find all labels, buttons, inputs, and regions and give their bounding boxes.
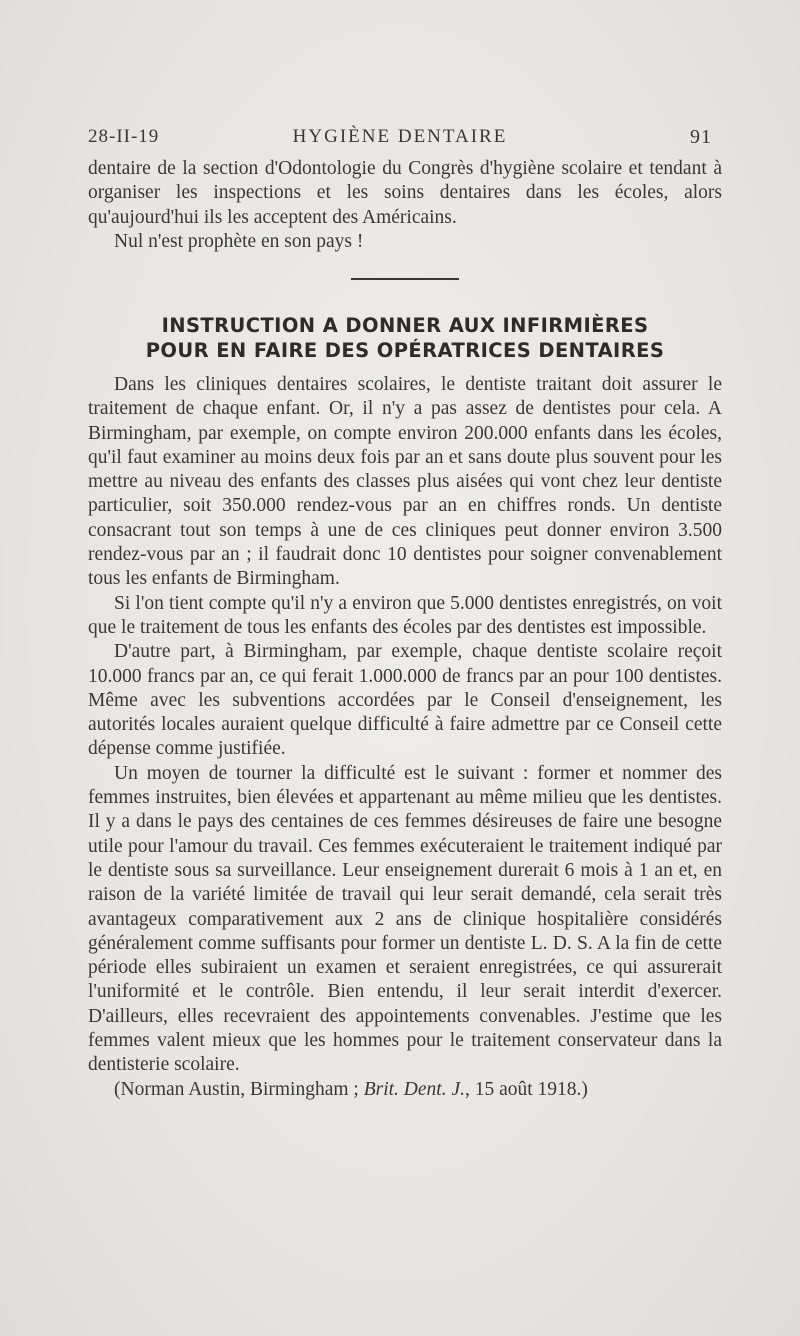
- page-number: 91: [690, 126, 712, 148]
- article-title-line-2: POUR EN FAIRE DES OPÉRATRICES DENTAIRES: [145, 339, 665, 362]
- header-date: 28-II-19: [88, 126, 160, 147]
- running-header: [88, 126, 712, 156]
- section-divider: [351, 278, 459, 280]
- article-paragraph-4: Un moyen de tourner la difficulté est le suivant : former et nommer des femmes instruites, bien élevées et appartenant au même milieu que les dentistes. Il y a dans le pays des centaines de ces femmes désireuses de faire une besogne utile pour l'amour du travail. Ces femmes exécuteraient le traitement indiqué par le dentiste sous sa surveillance. Leur enseignement durerait 6 mois à 1 an et, en raison de la variété limitée de travail qui leur serait demandé, cela serait très avantageux comparativement aux 2 ans de clinique hospitalière considérés généralement comme suffisants pour former un dentiste L. D. S. A la fin de cette période elles subiraient un examen et seraient enregistrées, ce qui assurerait l'uniformité et le contrôle. Bien entendu, il leur serait interdit d'exercer. D'ailleurs, elles recevraient des appointements convenables. J'estime que les femmes valent mieux que les hommes pour le traitement conservateur dans la dentisterie scolaire.: [88, 762, 722, 1076]
- header-running-title: HYGIÈNE DENTAIRE: [292, 126, 508, 147]
- continued-paragraph: dentaire de la section d'Odontologie du Congrès d'hygiène scolaire et tendant à organiser les inspections et les soins dentaires dans les écoles, alors qu'aujourd'hui ils les acceptent des Américains.: [88, 158, 722, 228]
- article-paragraph-2: Si l'on tient compte qu'il n'y a environ que 5.000 dentistes enregistrés, on voit que le traitement de tous les enfants des écoles par des dentistes est impossible.: [88, 592, 722, 638]
- citation-journal: Brit. Dent. J.: [363, 1078, 465, 1100]
- citation-prefix: (Norman Austin, Birmingham ;: [114, 1078, 359, 1100]
- intro-section: [88, 157, 722, 254]
- citation-suffix: , 15 août 1918.): [464, 1078, 588, 1100]
- article-title-line-1: INSTRUCTION A DONNER AUX INFIRMIÈRES: [161, 314, 649, 337]
- article-body: [88, 373, 722, 1102]
- closing-line: Nul n'est prophète en son pays !: [114, 230, 364, 252]
- article-title: [88, 313, 722, 363]
- citation: [88, 1078, 722, 1102]
- article-paragraph-3: D'autre part, à Birmingham, par exemple, chaque dentiste scolaire reçoit 10.000 francs par an, ce qui ferait 1.000.000 de francs par an pour 100 dentistes. Même avec les subventions accordées par le Conseil d'enseignement, les autorités locales auraient quelque difficulté à faire admettre par ce Conseil cette dépense comme justifiée.: [88, 641, 722, 760]
- article-paragraph-1: Dans les cliniques dentaires scolaires, le dentiste traitant doit assurer le traitement de chaque enfant. Or, il n'y a pas assez de dentistes pour cela. A Birmingham, par exemple, on compte environ 200.000 enfants dans les écoles, qu'il faut examiner au moins deux fois par an et sans doute plus souvent pour les mettre au niveau des enfants des classes plus aisées qui vont chez leur dentiste particulier, soit 350.000 rendez-vous par an en chiffres ronds. Un dentiste consacrant tout son temps à une de ces cliniques peut donner environ 3.500 rendez-vous par an ; il faudrait donc 10 dentistes pour soigner convenablement tous les enfants de Birmingham.: [88, 374, 722, 590]
